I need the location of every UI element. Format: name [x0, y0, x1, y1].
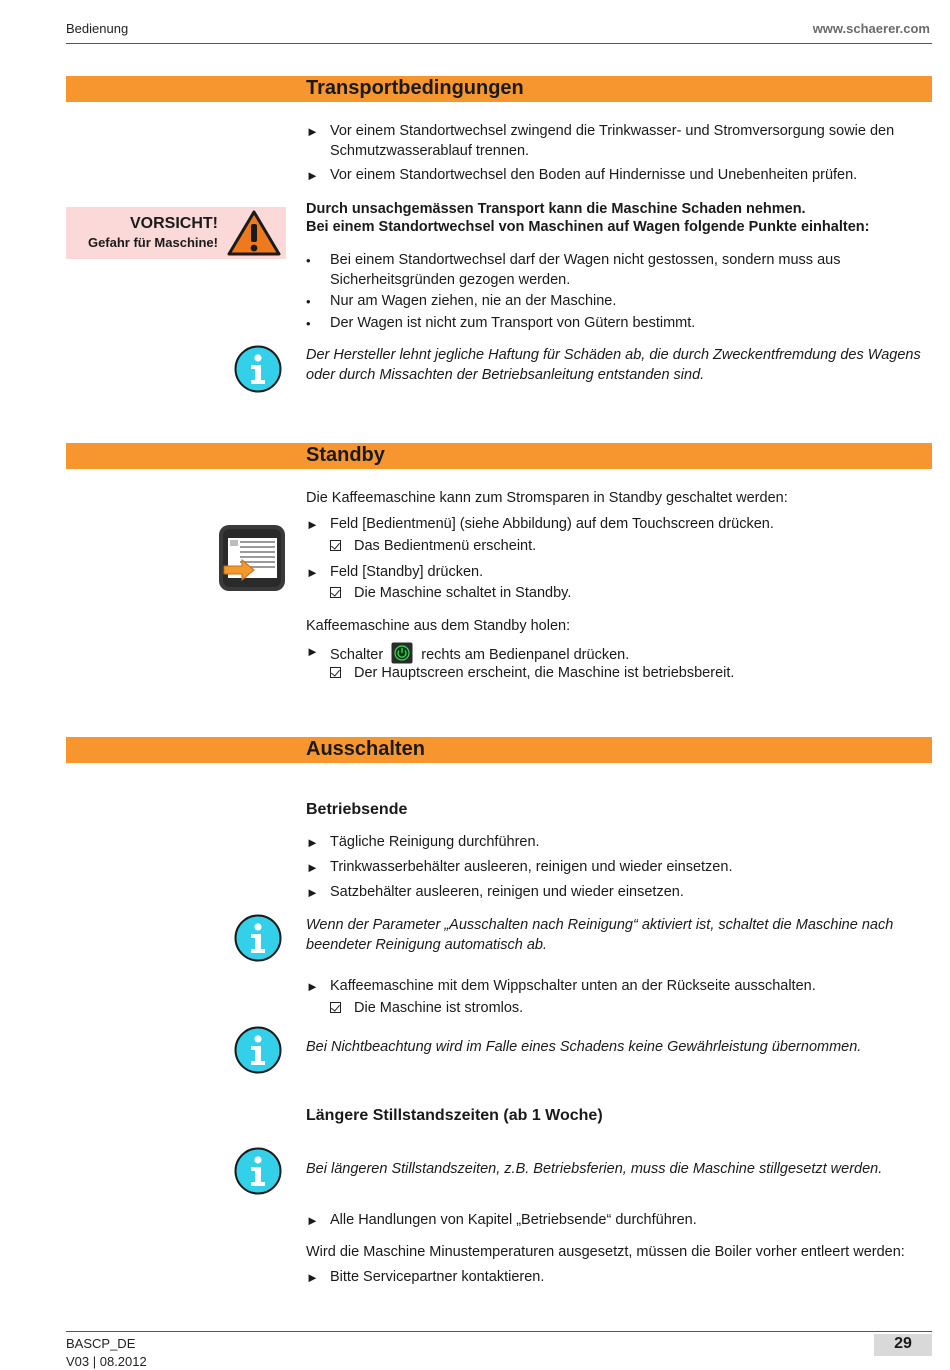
checkbox-result-icon	[330, 587, 341, 598]
point-item: • Bei einem Standortwechsel darf der Wagen nicht gestossen, sondern muss aus Sicherheitsgründen gezogen werden.	[306, 252, 841, 288]
step-item: ► Vor einem Standortwechsel zwingend die Trinkwasser- und Stromversorgung sowie den Schmutzwasserablauf trennen.	[306, 123, 895, 159]
warning-text-line2: Bei einem Standortwechsel von Maschinen auf Wagen folgende Punkte einhalten:	[306, 219, 870, 235]
result-item: Die Maschine ist stromlos.	[330, 999, 932, 1019]
arrow-bullet-icon: ►	[306, 885, 319, 900]
arrow-bullet-icon: ►	[306, 517, 319, 532]
header-divider	[66, 43, 932, 44]
step-item: ► Tägliche Reinigung durchführen.	[306, 833, 932, 853]
step-item: ► Schalter rechts am Bedienpanel drücken.	[306, 644, 630, 663]
arrow-bullet-icon: ►	[306, 644, 319, 659]
note-liability: Der Hersteller lehnt jegliche Haftung für Schäden ab, die durch Zweckentfremdung des Wagens oder durch Missachten der Betriebsanleitung entstanden sind.	[306, 347, 921, 383]
frost-paragraph: Wird die Maschine Minustemperaturen ausgesetzt, müssen die Boiler vorher entleert werden:	[306, 1244, 905, 1260]
arrow-bullet-icon: ►	[306, 1213, 319, 1228]
section-title-ausschalten: Ausschalten	[306, 738, 425, 760]
info-icon	[234, 1147, 282, 1195]
section-bar-ausschalten	[66, 737, 932, 763]
arrow-bullet-icon: ►	[306, 168, 319, 183]
step-item: ► Feld [Standby] drücken.	[306, 563, 932, 583]
arrow-bullet-icon: ►	[306, 860, 319, 875]
point-item: • Nur am Wagen ziehen, nie an der Maschine.	[306, 292, 932, 312]
warning-triangle-icon	[226, 209, 282, 262]
page-number-box	[874, 1334, 932, 1356]
step-item: ► Bitte Servicepartner kontaktieren.	[306, 1268, 932, 1288]
step-item: ► Satzbehälter ausleeren, reinigen und wieder einsetzen.	[306, 883, 932, 903]
dot-bullet: •	[306, 253, 311, 268]
step-item: ► Vor einem Standortwechsel den Boden auf Hindernisse und Unebenheiten prüfen.	[306, 166, 932, 186]
standby-intro: Die Kaffeemaschine kann zum Stromsparen in Standby geschaltet werden:	[306, 490, 788, 506]
arrow-bullet-icon: ►	[306, 565, 319, 580]
menu-screen-icon	[218, 524, 286, 597]
dot-bullet: •	[306, 294, 311, 309]
result-item: Das Bedientmenü erscheint.	[330, 537, 932, 557]
header-website: www.schaerer.com	[812, 21, 930, 36]
subheading-stillstand: Längere Stillstandszeiten (ab 1 Woche)	[306, 1107, 603, 1124]
page-number: 29	[894, 1335, 912, 1352]
power-button-icon	[391, 642, 413, 664]
footer-doc-id: BASCP_DE	[66, 1336, 136, 1351]
warning-text-line1: Durch unsachgemässen Transport kann die Maschine Schaden nehmen.	[306, 201, 806, 217]
footer-divider	[66, 1331, 932, 1332]
standby-wake-intro: Kaffeemaschine aus dem Standby holen:	[306, 618, 571, 634]
section-title-transport: Transportbedingungen	[306, 77, 524, 99]
warning-box	[66, 207, 286, 259]
step-item: ► Kaffeemaschine mit dem Wippschalter unten an der Rückseite ausschalten.	[306, 977, 932, 997]
arrow-bullet-icon: ►	[306, 979, 319, 994]
result-item: Der Hauptscreen erscheint, die Maschine ist betriebsbereit.	[330, 664, 932, 684]
step-item: ► Alle Handlungen von Kapitel „Betriebsende“ durchführen.	[306, 1211, 932, 1231]
section-bar-standby	[66, 443, 932, 469]
warning-title: VORSICHT!	[130, 215, 218, 232]
step-item: ► Feld [Bedientmenü] (siehe Abbildung) auf dem Touchscreen drücken.	[306, 515, 932, 535]
note-stillstand: Bei längeren Stillstandszeiten, z.B. Betriebsferien, muss die Maschine stillgesetzt werden.	[306, 1161, 883, 1177]
arrow-bullet-icon: ►	[306, 124, 319, 139]
arrow-bullet-icon: ►	[306, 1270, 319, 1285]
checkbox-result-icon	[330, 667, 341, 678]
point-item: • Der Wagen ist nicht zum Transport von Gütern bestimmt.	[306, 314, 932, 334]
checkbox-result-icon	[330, 1002, 341, 1013]
result-item: Die Maschine schaltet in Standby.	[330, 584, 932, 604]
dot-bullet: •	[306, 316, 311, 331]
header-chapter: Bedienung	[66, 21, 129, 36]
checkbox-result-icon	[330, 540, 341, 551]
step-item: ► Trinkwasserbehälter ausleeren, reinigen und wieder einsetzen.	[306, 858, 932, 878]
info-icon	[234, 345, 282, 393]
subheading-betriebsende: Betriebsende	[306, 801, 408, 818]
note-warranty: Bei Nichtbeachtung wird im Falle eines Schadens keine Gewährleistung übernommen.	[306, 1039, 862, 1055]
section-bar-transport	[66, 76, 932, 102]
footer-version: V03 | 08.2012	[66, 1354, 147, 1369]
warning-subtitle: Gefahr für Maschine!	[87, 235, 218, 250]
note-auto-off: Wenn der Parameter „Ausschalten nach Reinigung“ aktiviert ist, schaltet die Maschine nach beendeter Reinigung automatisch ab.	[306, 917, 894, 953]
info-icon	[234, 914, 282, 962]
info-icon	[234, 1026, 282, 1074]
arrow-bullet-icon: ►	[306, 835, 319, 850]
section-title-standby: Standby	[306, 444, 385, 466]
